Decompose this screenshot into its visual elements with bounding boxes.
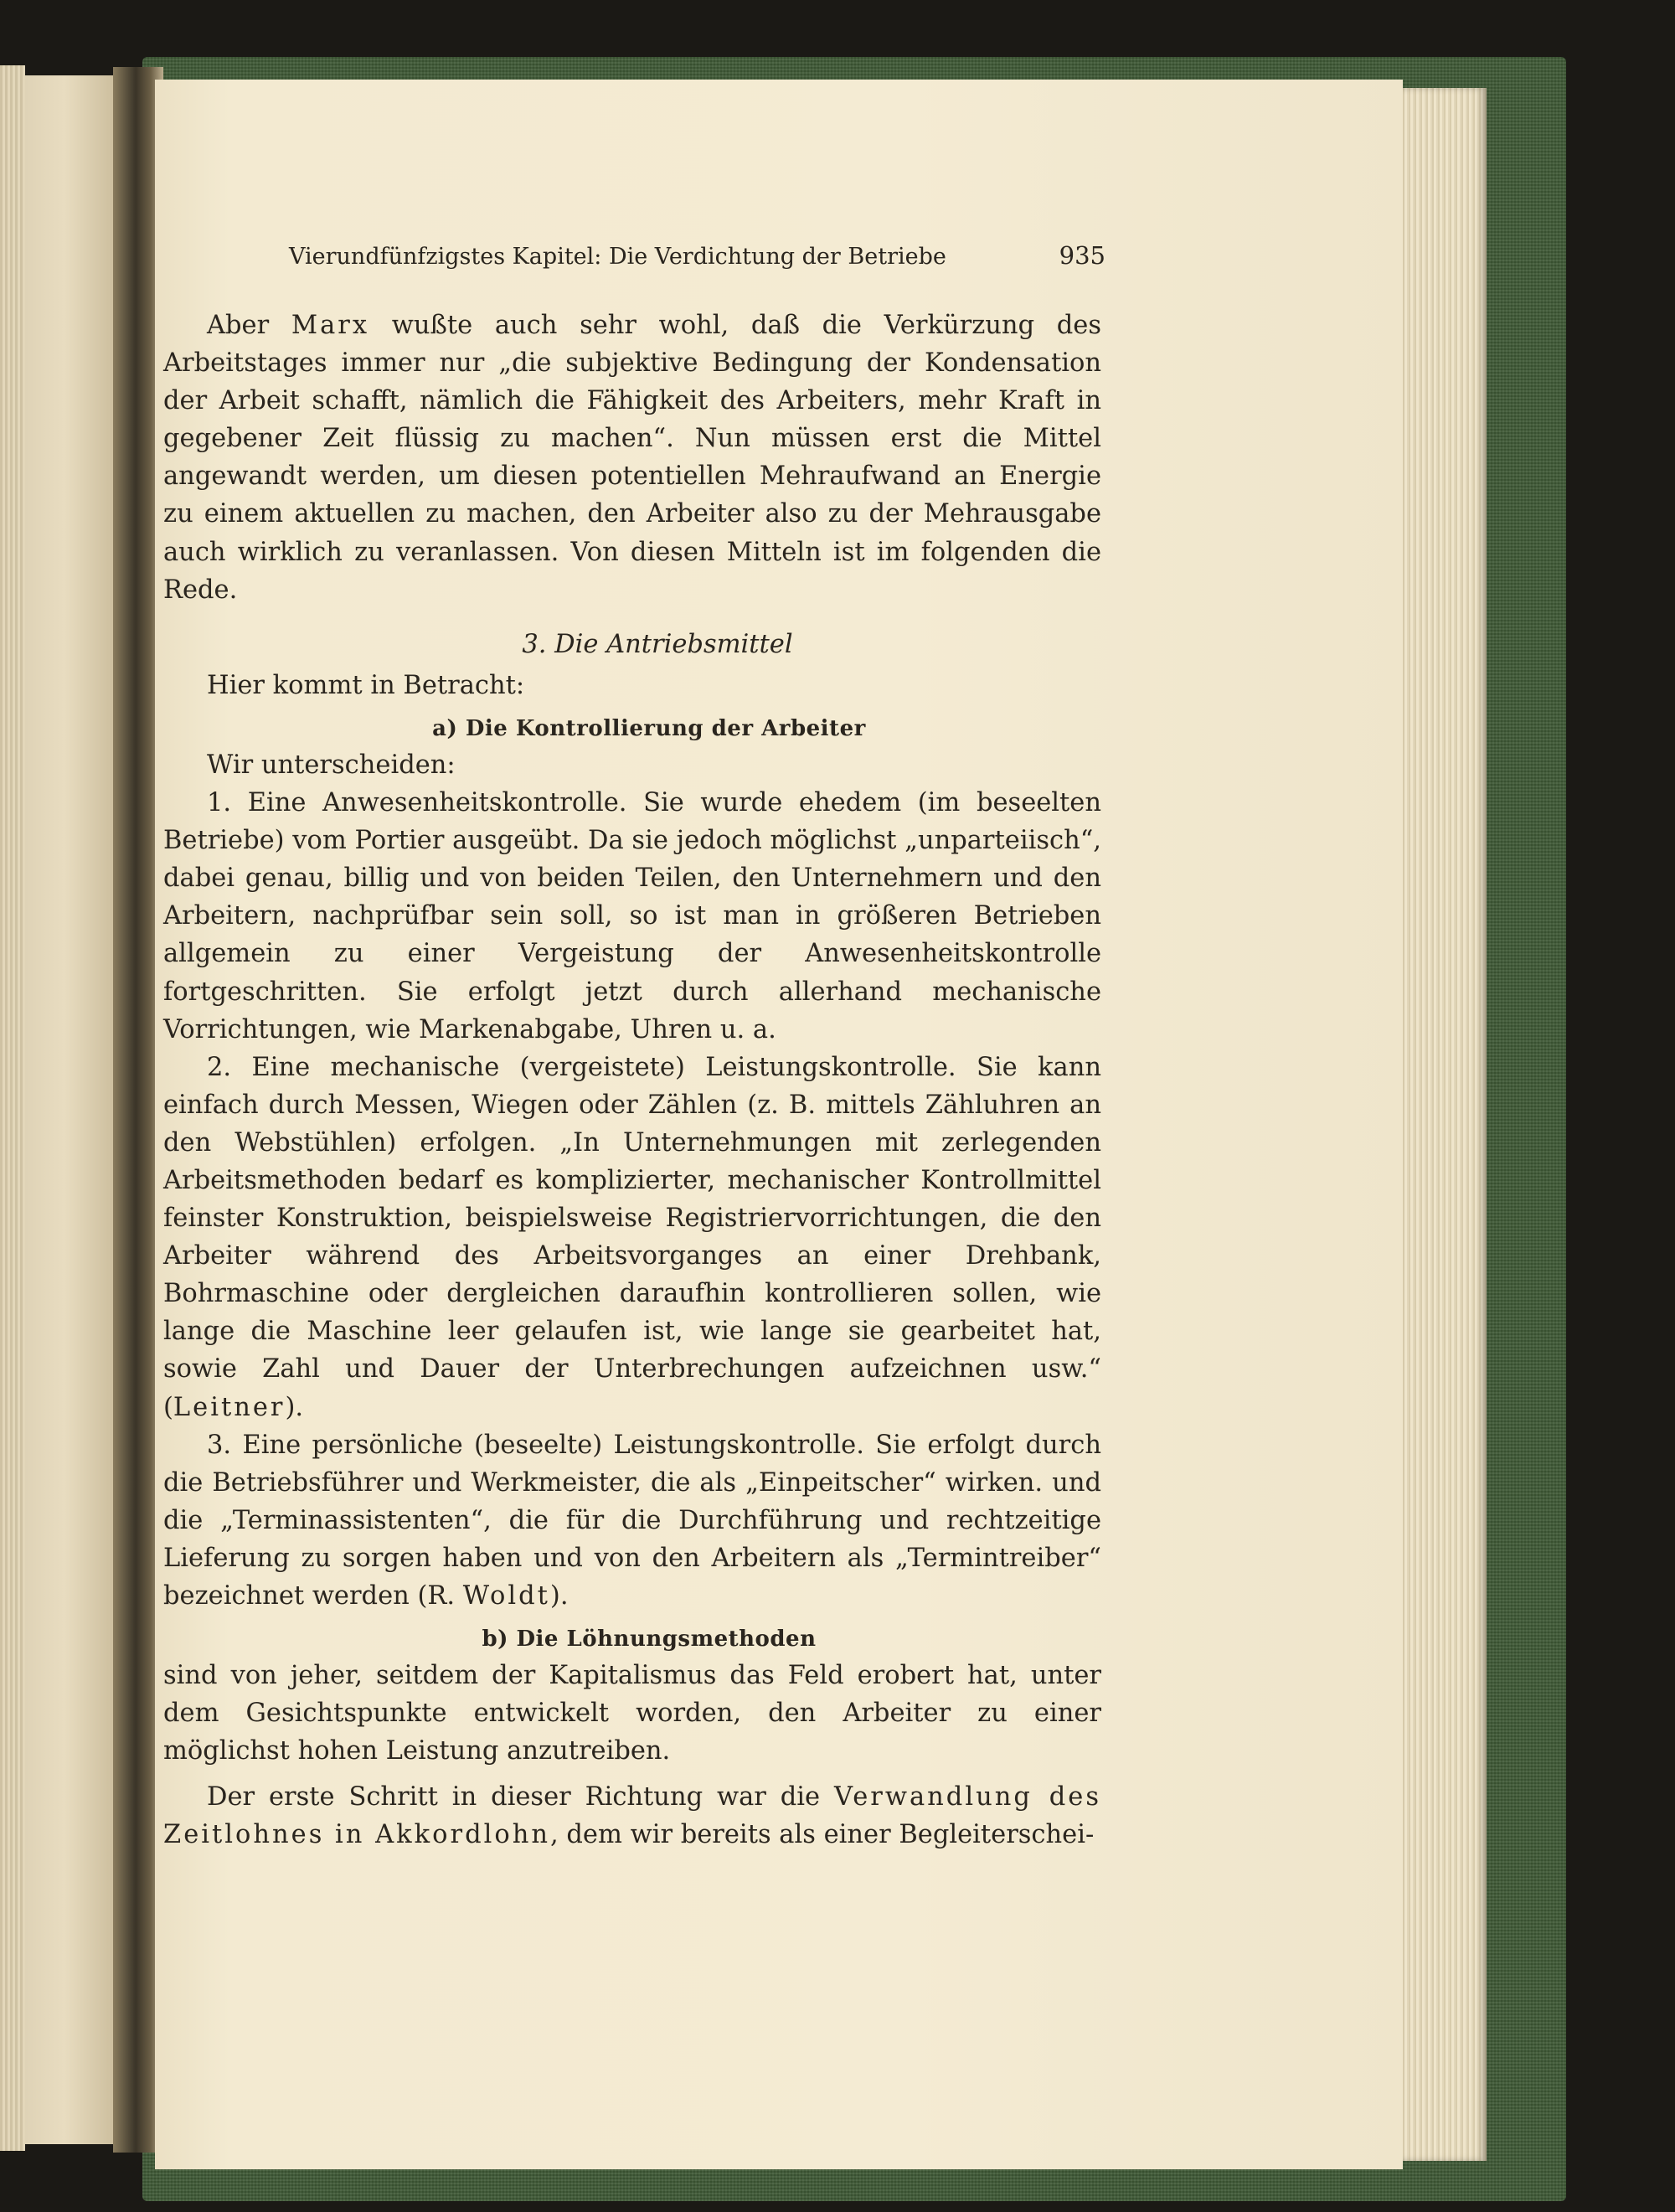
item-2	[163, 1049, 1101, 1426]
intro-line: Hier kommt in Betracht:	[207, 670, 525, 700]
page-number: 935	[1059, 241, 1106, 270]
spaced-name-woldt: Woldt	[462, 1581, 550, 1611]
text-run: wußte auch sehr wohl, daß die Verkürzung des Arbeitstages immer nur „die subjektive Bedingung der Kondensation der Arbeit schafft, nämlich die Fähigkeit des Arbeiters, mehr Kraft in gegebener Zeit flüssig zu machen“. Nun müssen erst die Mittel angewandt werden, um diesen potentiellen Mehraufwand an Energie zu einem aktuellen zu machen, den Arbeiter also zu der Mehrausgabe auch wirklich zu veranlassen. Von diesen Mitteln ist im folgenden die Rede.	[163, 311, 1102, 605]
spaced-name-marx: Marx	[291, 311, 370, 340]
paragraph-marx	[163, 307, 1101, 609]
spaced-phrase-akkordlohn: Verwandlung des Zeitlohnes in Akkordlohn	[163, 1782, 1101, 1850]
spaced-name-leitner: Leitner	[173, 1392, 286, 1422]
subheading-a: a) Die Kontrollierung der Arbeiter	[432, 715, 866, 741]
running-title: Vierundfünfzigstes Kapitel: Die Verdichtung der Betriebe	[289, 244, 946, 270]
text-run: 3. Eine persönliche (beseelte) Leistungskontrolle. Sie erfolgt durch die Betriebsführer und Werkmeister, die als „Einpeitscher“ wirken. und die „Terminassistenten“, die für die Durchführung und rechtzeitige Lieferung zu sorgen haben und von den Arbeitern als „Termintreiber“ bezeichnet werden (R.	[163, 1430, 1101, 1611]
section-title: 3. Die Antriebsmittel	[522, 629, 793, 659]
text-run: 2. Eine mechanische (vergeistete) Leistungskontrolle. Sie kann einfach durch Messen, Wiegen oder Zählen (z. B. mittels Zähluhren an den Webstühlen) erfolgen. „In Unternehmungen mit zerlegenden Arbeitsmethoden bedarf es komplizierter, mechanischer Kontrollmittel feinster Konstruktion, beispielsweise Registriervorrichtungen, die den Arbeiter während des Arbeitsvorganges an einer Drehbank, Bohrmaschine oder dergleichen daraufhin kontrollieren sollen, wie lange die Maschine leer gelaufen ist, wie lange sie gearbeitet hat, sowie Zahl und Dauer der Unterbrechungen aufzeichnen usw.“ (	[163, 1052, 1101, 1422]
paragraph-loehnung: sind von jeher, seitdem der Kapitalismus das Feld erobert hat, unter dem Gesichtspunkte entwickelt worden, den Arbeiter zu einer möglichst hohen Leistung anzutreiben.	[163, 1661, 1101, 1766]
text-run: ).	[285, 1392, 304, 1422]
text-run: Der erste Schritt in dieser Richtung war die	[207, 1782, 834, 1812]
text-run: Aber	[207, 311, 291, 340]
main-text	[163, 307, 1101, 1854]
paragraph-akkord	[163, 1778, 1101, 1854]
page-block-edges	[1403, 88, 1487, 2161]
item-3	[163, 1426, 1101, 1615]
item-1: 1. Eine Anwesenheitskontrolle. Sie wurde ehedem (im beseelten Betriebe) vom Portier ausgeübt. Da sie jedoch möglichst „unparteiisch“, dabei genau, billig und von beiden Teilen, den Unternehmern und den Arbeitern, nachprüfbar sein soll, so ist man in größeren Betrieben allgemein zu einer Vergeistung der Anwesenheitskontrolle fortgeschritten. Sie erfolgt jetzt durch allerhand mechanische Vorrichtungen, wie Markenabgabe, Uhren u. a.	[163, 788, 1101, 1044]
facing-page-stack	[0, 65, 25, 2151]
running-head	[289, 241, 1106, 270]
subheading-b: b) Die Löhnungsmethoden	[482, 1627, 817, 1653]
text-run: , dem wir bereits als einer Begleiterschei-	[550, 1820, 1095, 1850]
text-run: ).	[549, 1581, 569, 1611]
distinguish-line: Wir unterscheiden:	[207, 750, 456, 780]
